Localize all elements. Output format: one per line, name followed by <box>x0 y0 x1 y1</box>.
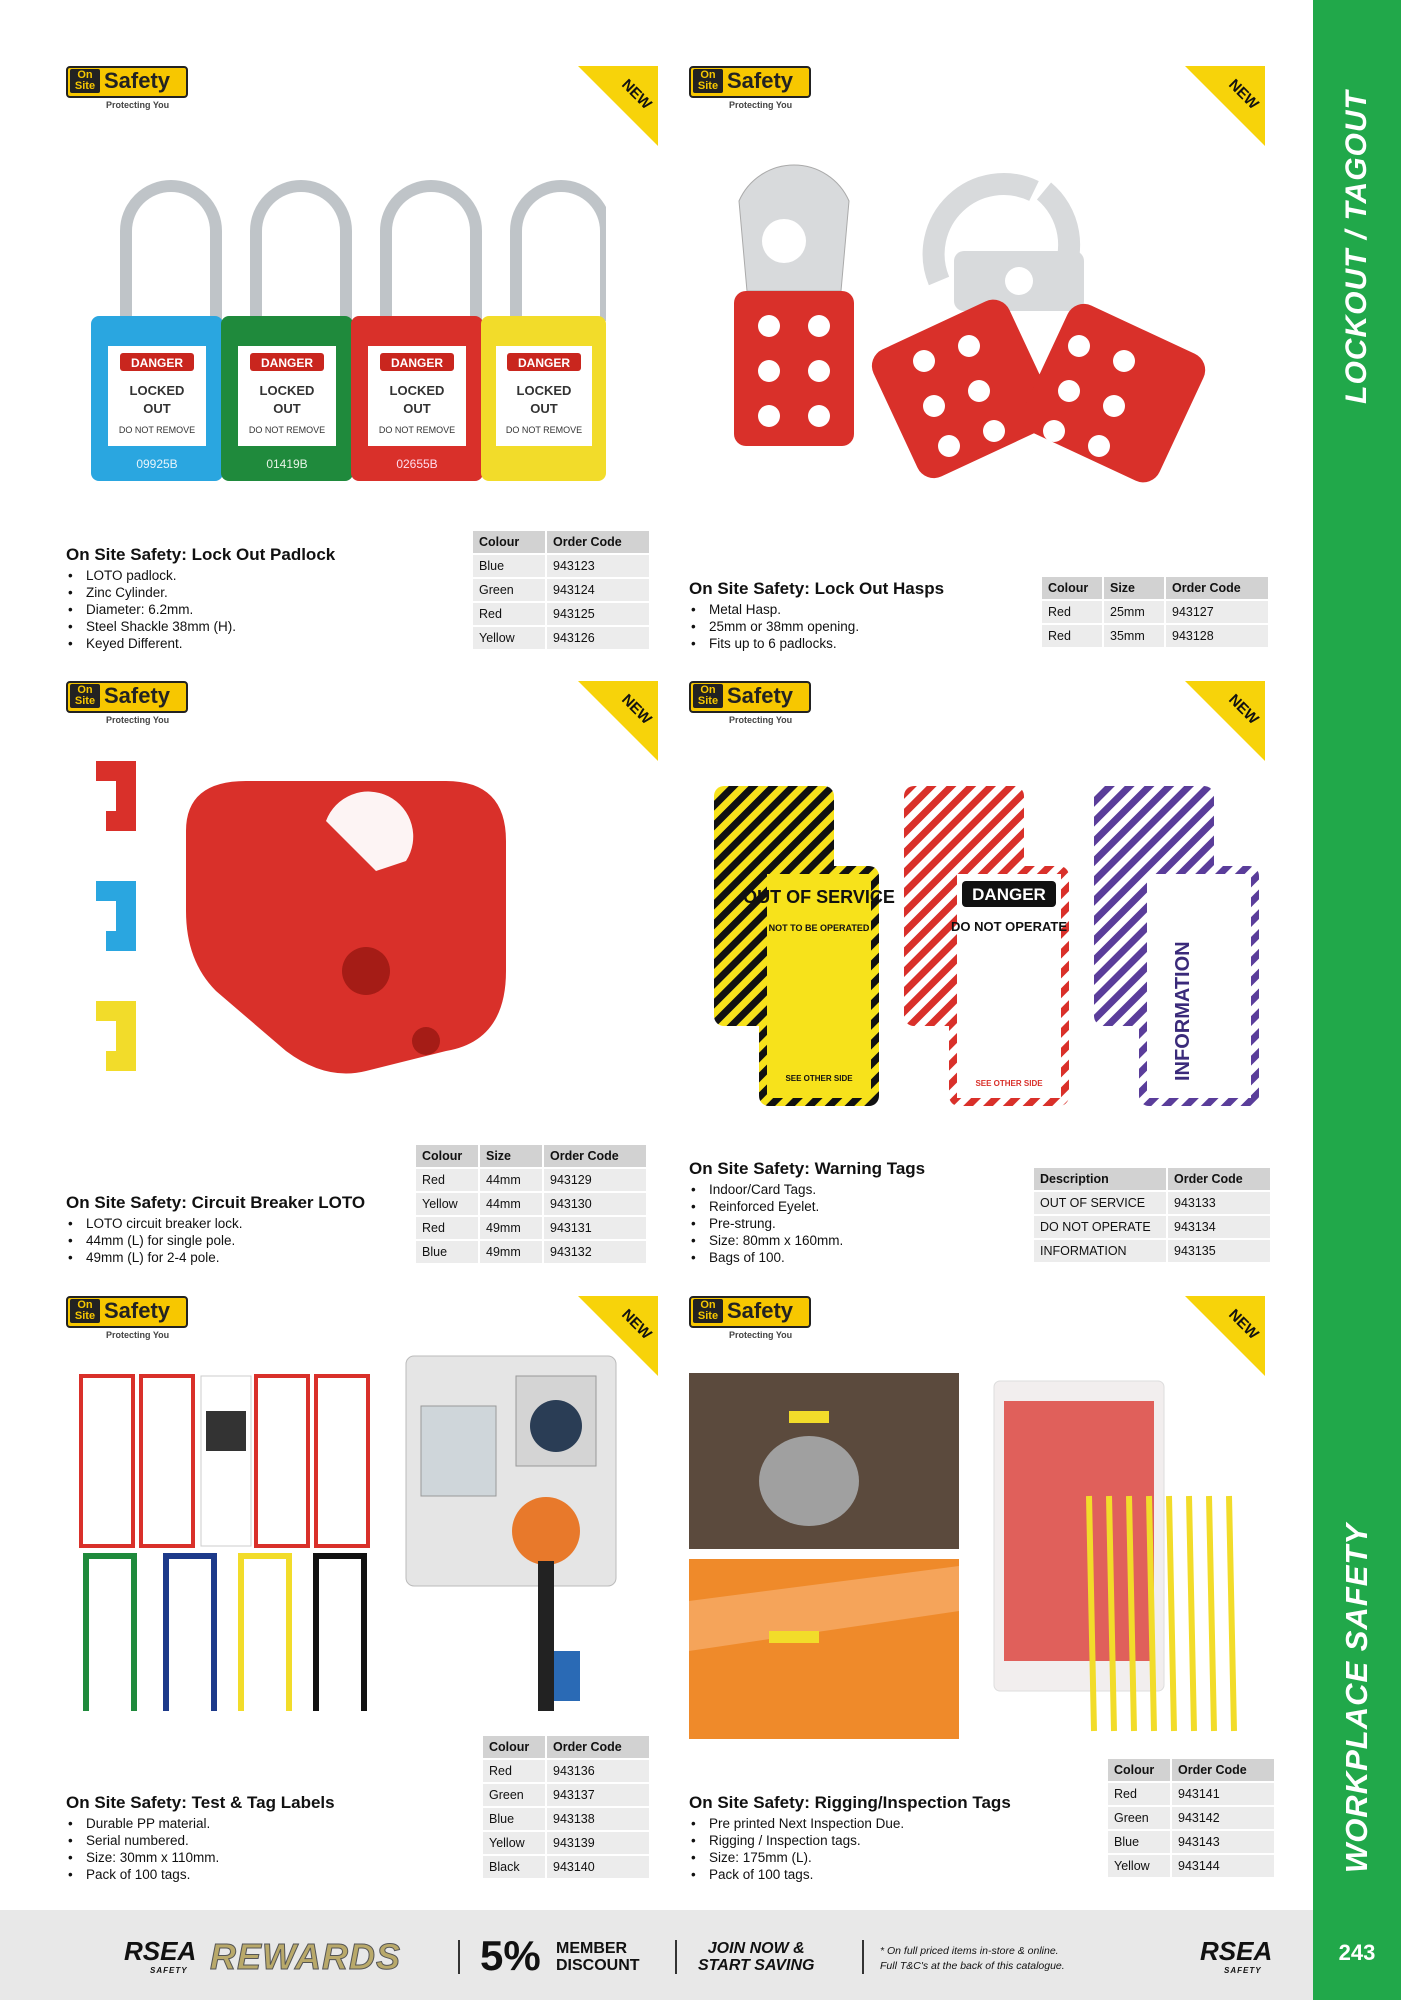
order-table: Colour Order Code Red 943141 Green 943142 Blue 943143 Yellow 943144 <box>1106 1757 1276 1879</box>
svg-text:DO NOT REMOVE: DO NOT REMOVE <box>118 425 196 435</box>
feature-item: • Keyed Different. <box>66 635 236 652</box>
feature-item: • 49mm (L) for 2-4 pole. <box>66 1249 243 1266</box>
table-row: Red 25mm 943127 <box>1042 601 1268 623</box>
svg-text:OUT: OUT <box>403 401 431 416</box>
table-row: Blue 943123 <box>473 555 649 577</box>
product-panel-warning-tags <box>689 681 1289 1291</box>
brand-logo: On Site Safety Protecting You <box>689 66 815 116</box>
feature-list <box>66 1815 219 1883</box>
join-now-link[interactable]: JOIN NOW & START SAVING <box>698 1940 815 1974</box>
table-row: Yellow 943144 <box>1108 1855 1274 1877</box>
padlock-image <box>86 161 606 491</box>
feature-item: • Rigging / Inspection tags. <box>689 1832 904 1849</box>
svg-text:SEE OTHER SIDE: SEE OTHER SIDE <box>975 1079 1043 1088</box>
feature-item: • Zinc Cylinder. <box>66 584 236 601</box>
table-row: Green 943124 <box>473 579 649 601</box>
brand-logo: On Site Safety Protecting You <box>689 681 815 731</box>
product-panel-test-tag <box>66 1296 666 1906</box>
new-badge: NEW <box>578 66 658 146</box>
feature-item: • Indoor/Card Tags. <box>689 1181 843 1198</box>
feature-item: • Steel Shackle 38mm (H). <box>66 618 236 635</box>
svg-text:LOCKED: LOCKED <box>389 383 445 398</box>
product-panel-rigging-tags <box>689 1296 1289 1906</box>
table-row: INFORMATION 943135 <box>1034 1240 1270 1262</box>
table-row: OUT OF SERVICE 943133 <box>1034 1192 1270 1214</box>
member-discount-text: MEMBER DISCOUNT <box>556 1940 640 1974</box>
feature-item: • LOTO circuit breaker lock. <box>66 1215 243 1232</box>
feature-item: • 44mm (L) for single pole. <box>66 1232 243 1249</box>
rewards-wordmark: REWARDS <box>210 1936 402 1977</box>
product-title: On Site Safety: Rigging/Inspection Tags <box>689 1793 1011 1812</box>
svg-text:01419B: 01419B <box>266 457 308 471</box>
feature-item: • Pre-strung. <box>689 1215 843 1232</box>
svg-text:SEE OTHER SIDE: SEE OTHER SIDE <box>785 1074 853 1083</box>
svg-text:DO NOT REMOVE: DO NOT REMOVE <box>378 425 456 435</box>
product-panel-padlock <box>66 66 666 676</box>
danger-text: DANGER <box>517 356 571 370</box>
sidebar-workplace-label: WORKPLACE SAFETY <box>1339 1522 1374 1874</box>
table-row: Red 44mm 943129 <box>416 1169 646 1191</box>
feature-item: • Metal Hasp. <box>689 601 859 618</box>
feature-item: • Pack of 100 tags. <box>689 1866 904 1883</box>
hasp-image <box>729 161 1249 501</box>
svg-text:OUT: OUT <box>530 401 558 416</box>
product-panel-circuit-breaker <box>66 681 666 1291</box>
discount-percent: 5% <box>480 1932 541 1979</box>
svg-text:DO NOT REMOVE: DO NOT REMOVE <box>505 425 583 435</box>
product-title: On Site Safety: Lock Out Padlock <box>66 545 336 564</box>
table-row: Green 943142 <box>1108 1807 1274 1829</box>
product-title: On Site Safety: Circuit Breaker LOTO <box>66 1193 366 1212</box>
svg-text:LOCKED: LOCKED <box>259 383 315 398</box>
table-row: Red 943141 <box>1108 1783 1274 1805</box>
table-row: Blue 943143 <box>1108 1831 1274 1853</box>
product-title: On Site Safety: Test & Tag Labels <box>66 1793 335 1812</box>
feature-list <box>689 1181 843 1266</box>
svg-text:DANGER: DANGER <box>972 885 1046 904</box>
rigging-tags-image <box>689 1351 1279 1741</box>
new-badge: NEW <box>578 681 658 761</box>
table-row: Blue 943138 <box>483 1808 649 1830</box>
category-sidebar <box>1313 0 1401 2000</box>
order-table: Colour Order Code Red 943136 Green 943137 Blue 943138 Yellow 943139 Black 943140 <box>481 1734 651 1880</box>
order-table: Colour Size Order Code Red 44mm 943129 Yellow 44mm 943130 Red 49mm 943131 Blue 49mm 943132 <box>414 1143 648 1265</box>
table-row: DO NOT OPERATE 943134 <box>1034 1216 1270 1238</box>
table-row: Blue 49mm 943132 <box>416 1241 646 1263</box>
feature-item: • Size: 175mm (L). <box>689 1849 904 1866</box>
danger-text: DANGER <box>390 356 444 370</box>
product-panel-hasps <box>689 66 1289 676</box>
sidebar-lockout-label: LOCKOUT / TAGOUT <box>1340 90 1373 404</box>
table-row: Red 943125 <box>473 603 649 625</box>
feature-item: • Diameter: 6.2mm. <box>66 601 236 618</box>
table-row: Yellow 943139 <box>483 1832 649 1854</box>
page-number: 243 <box>1338 1940 1376 1965</box>
order-table: Colour Size Order Code Red 25mm 943127 Red 35mm 943128 <box>1040 575 1270 649</box>
new-badge: NEW <box>1185 1296 1265 1376</box>
feature-list <box>689 1815 904 1883</box>
table-row: Red 35mm 943128 <box>1042 625 1268 647</box>
order-table: Description Order Code OUT OF SERVICE 943133 DO NOT OPERATE 943134 INFORMATION 943135 <box>1032 1166 1272 1264</box>
order-table: Colour Order Code Blue 943123 Green 943124 Red 943125 Yellow 943126 <box>471 529 651 651</box>
table-row: Yellow 943126 <box>473 627 649 649</box>
rsea-logo-sub: SAFETY <box>1224 1966 1262 1975</box>
svg-text:OUT OF SERVICE: OUT OF SERVICE <box>743 887 895 907</box>
feature-list <box>689 601 859 652</box>
feature-list <box>66 567 236 652</box>
svg-text:INFORMATION: INFORMATION <box>1172 941 1194 1081</box>
svg-text:DO NOT OPERATE: DO NOT OPERATE <box>950 919 1068 934</box>
divider <box>675 1940 677 1974</box>
brand-logo: On Site Safety Protecting You <box>66 681 192 731</box>
rsea-logo: RSEA <box>124 1936 197 1966</box>
svg-text:LOCKED: LOCKED <box>129 383 185 398</box>
danger-text: DANGER <box>260 356 314 370</box>
svg-text:09925B: 09925B <box>136 457 178 471</box>
svg-text:NOT TO BE OPERATED: NOT TO BE OPERATED <box>768 923 870 933</box>
brand-logo: On Site Safety Protecting You <box>66 1296 192 1346</box>
circuit-breaker-image <box>86 741 646 1141</box>
feature-list <box>66 1215 243 1266</box>
table-row: Red 49mm 943131 <box>416 1217 646 1239</box>
table-row: Red 943136 <box>483 1760 649 1782</box>
feature-item: • Fits up to 6 padlocks. <box>689 635 859 652</box>
rsea-logo: RSEA <box>1200 1936 1273 1966</box>
test-tag-image <box>76 1351 636 1711</box>
feature-item: • Reinforced Eyelet. <box>689 1198 843 1215</box>
svg-text:DO NOT REMOVE: DO NOT REMOVE <box>248 425 326 435</box>
rewards-footer <box>0 1910 1313 2000</box>
warning-tags-image <box>714 781 1274 1111</box>
brand-logo: On Site Safety Protecting You <box>689 1296 815 1346</box>
feature-item: • Size: 80mm x 160mm. <box>689 1232 843 1249</box>
table-row: Green 943137 <box>483 1784 649 1806</box>
svg-text:02655B: 02655B <box>396 457 438 471</box>
feature-item: • 25mm or 38mm opening. <box>689 618 859 635</box>
svg-text:OUT: OUT <box>143 401 171 416</box>
feature-item: • LOTO padlock. <box>66 567 236 584</box>
new-badge: NEW <box>1185 66 1265 146</box>
feature-item: • Serial numbered. <box>66 1832 219 1849</box>
brand-logo: On Site Safety Protecting You <box>66 66 192 116</box>
feature-item: • Pack of 100 tags. <box>66 1866 219 1883</box>
feature-item: • Bags of 100. <box>689 1249 843 1266</box>
new-badge: NEW <box>578 1296 658 1376</box>
product-title: On Site Safety: Lock Out Hasps <box>689 579 945 598</box>
feature-item: • Durable PP material. <box>66 1815 219 1832</box>
divider <box>458 1940 460 1974</box>
svg-text:OUT: OUT <box>273 401 301 416</box>
svg-text:LOCKED: LOCKED <box>516 383 572 398</box>
product-title: On Site Safety: Warning Tags <box>689 1159 926 1178</box>
divider <box>862 1940 864 1974</box>
feature-item: • Pre printed Next Inspection Due. <box>689 1815 904 1832</box>
terms-text: * On full priced items in-store & online. Full T&C's at the back of this catalogue. <box>880 1945 1065 1972</box>
table-row: Yellow 44mm 943130 <box>416 1193 646 1215</box>
new-badge: NEW <box>1185 681 1265 761</box>
feature-item: • Size: 30mm x 110mm. <box>66 1849 219 1866</box>
danger-text: DANGER <box>130 356 184 370</box>
table-row: Black 943140 <box>483 1856 649 1878</box>
rsea-logo-sub: SAFETY <box>150 1966 188 1975</box>
